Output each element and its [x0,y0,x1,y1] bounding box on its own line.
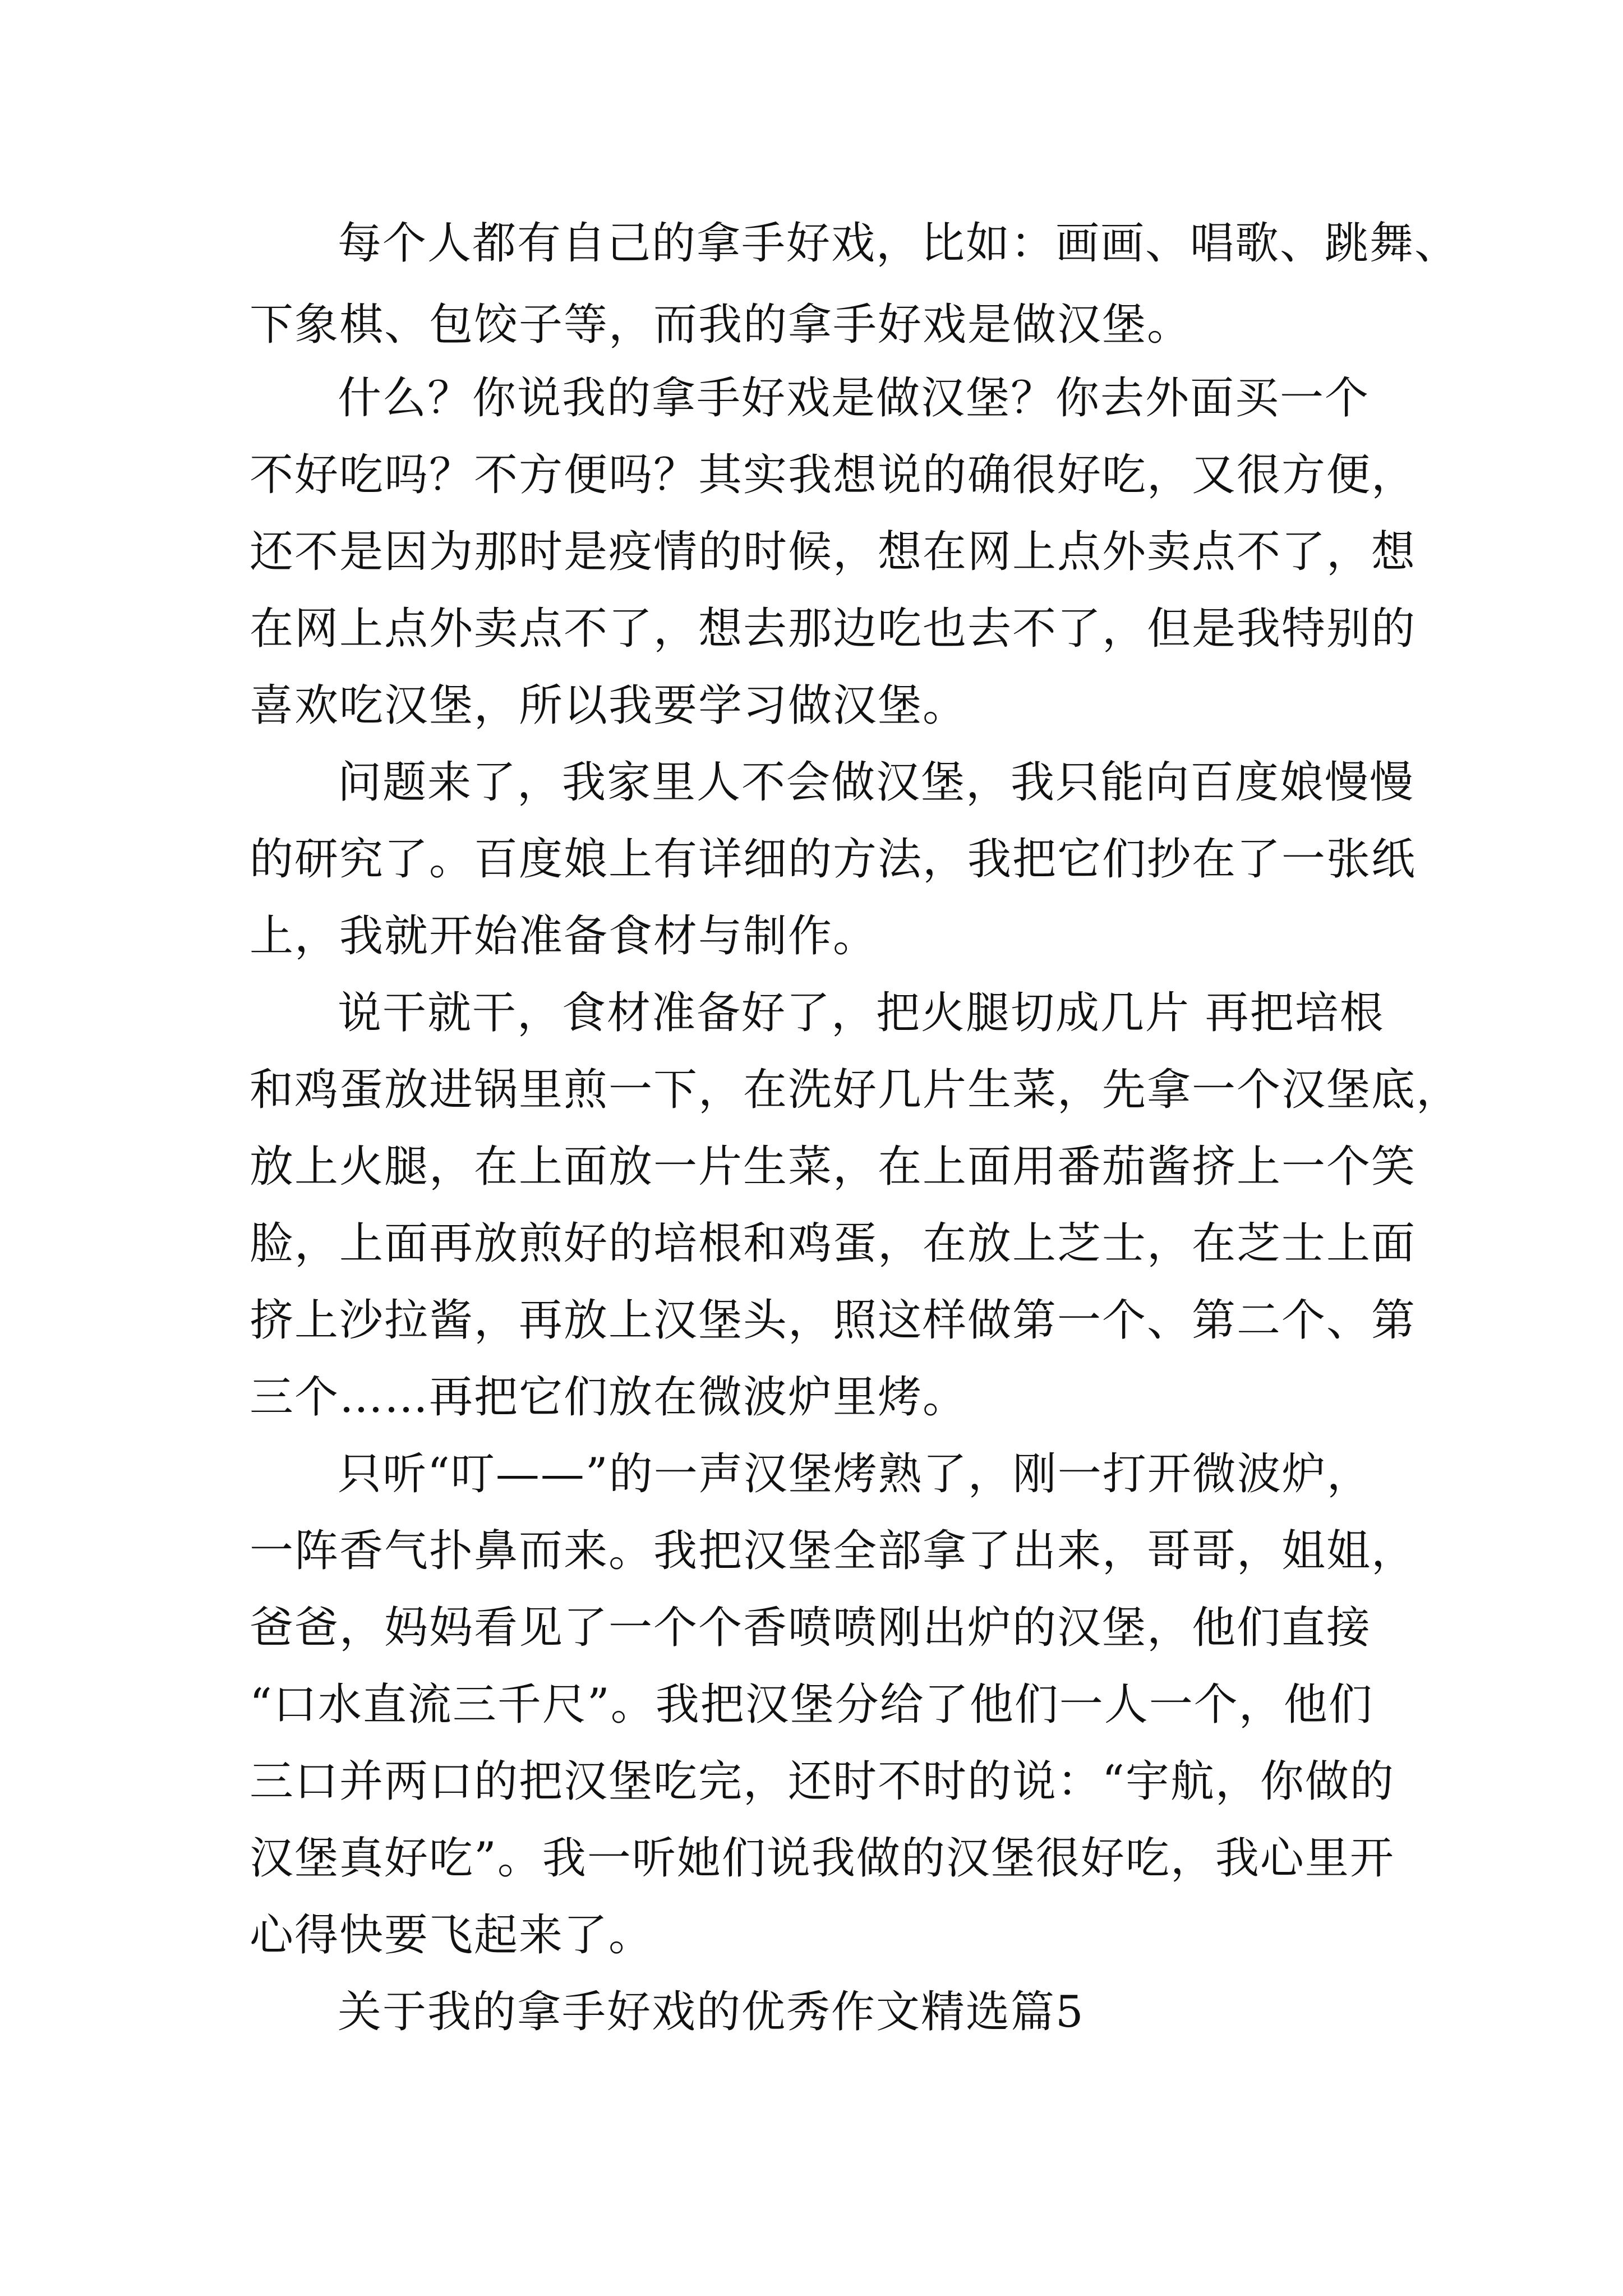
section-heading-line: 关于我的拿手好戏的优秀作文精选篇5 [338,1987,1085,2037]
paragraph-2-line-2: 不好吃吗？不方便吗？其实我想说的确很好吃，又很方便， [250,450,1417,500]
paragraph-4-line-5: 挤上沙拉酱，再放上汉堡头，照这样做第一个、第二个、第 [250,1295,1417,1346]
paragraph-5-line-4: “口水直流三千尺”。我把汉堡分给了他们一人一个，他们 [250,1680,1373,1730]
paragraph-2-line-3: 还不是因为那时是疫情的时候，想在网上点外卖点不了，想 [250,527,1417,577]
paragraph-4-line-6: 三个……再把它们放在微波炉里烤。 [250,1372,968,1423]
paragraph-3-line-3: 上，我就开始准备食材与制作。 [250,911,878,961]
paragraph-4-line-2: 和鸡蛋放进锅里煎一下，在洗好几片生菜，先拿一个汉堡底， [250,1065,1461,1115]
paragraph-5-line-1: 只听“叮——”的一声汉堡烤熟了，刚一打开微波炉， [338,1449,1372,1499]
paragraph-4-line-4: 脸，上面再放煎好的培根和鸡蛋，在放上芝士，在芝士上面 [250,1218,1417,1269]
paragraph-1-line-2: 下象棋、包饺子等，而我的拿手好戏是做汉堡。 [250,300,1192,350]
paragraph-5-line-3: 爸爸，妈妈看见了一个个香喷喷刚出炉的汉堡，他们直接 [250,1603,1372,1653]
paragraph-2-line-5: 喜欢吃汉堡，所以我要学习做汉堡。 [250,680,968,731]
paragraph-5-line-7: 心得快要飞起来了。 [250,1910,654,1961]
paragraph-4-line-3: 放上火腿，在上面放一片生菜，在上面用番茄酱挤上一个笑 [250,1142,1417,1192]
paragraph-3-line-1: 问题来了，我家里人不会做汉堡，我只能向百度娘慢慢 [338,757,1415,808]
paragraph-5-line-6: 汉堡真好吃”。我一听她们说我做的汉堡很好吃，我心里开 [250,1833,1395,1884]
paragraph-2-line-1: 什么？你说我的拿手好戏是做汉堡？你去外面买一个 [338,373,1370,424]
paragraph-1-line-1: 每个人都有自己的拿手好戏，比如：画画、唱歌、跳舞、 [338,218,1460,269]
paragraph-5-line-5: 三口并两口的把汉堡吃完，还时不时的说：“宇航，你做的 [250,1756,1395,1807]
paragraph-4-line-1: 说干就干，食材准备好了，把火腿切成几片 再把培根 [338,988,1385,1038]
paragraph-3-line-2: 的研究了。百度娘上有详细的方法，我把它们抄在了一张纸 [250,834,1417,885]
paragraph-5-line-2: 一阵香气扑鼻而来。我把汉堡全部拿了出来，哥哥，姐姐， [250,1526,1417,1576]
paragraph-2-line-4: 在网上点外卖点不了，想去那边吃也去不了，但是我特别的 [250,604,1417,654]
